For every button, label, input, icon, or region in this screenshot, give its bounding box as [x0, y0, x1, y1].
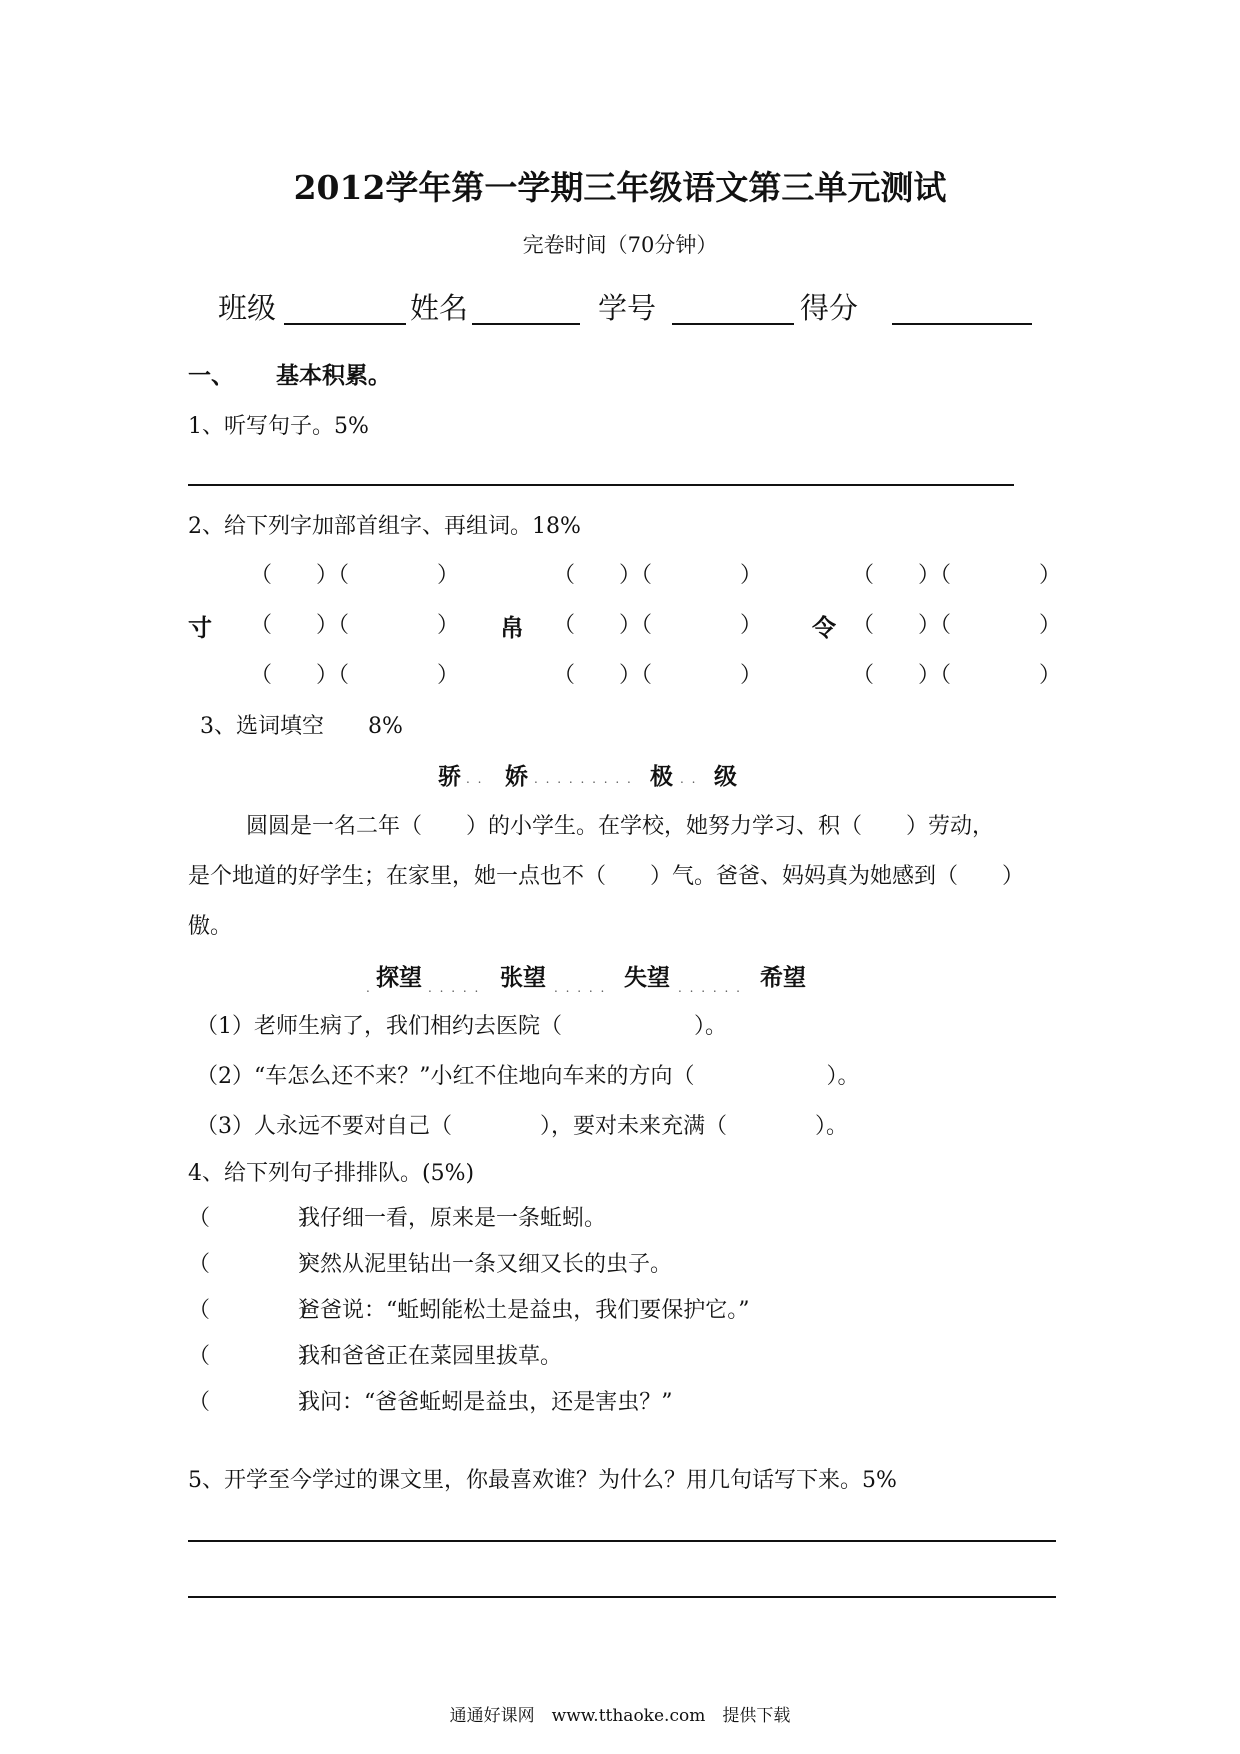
answer-blank[interactable]: （ ）（ ）: [852, 663, 1062, 688]
student-id-blank[interactable]: [672, 323, 794, 325]
base-char-ling: 令: [812, 613, 836, 642]
answer-blank[interactable]: （ ）（ ）: [250, 563, 460, 588]
base-char-cun: 寸: [188, 613, 212, 642]
word-bank-item: 希望: [760, 964, 806, 991]
word-bank-item: 级: [714, 763, 737, 790]
question-5: 5、开学至今学过的课文里，你最喜欢谁？为什么？用几句话写下来。5%: [188, 1468, 897, 1493]
class-blank[interactable]: [284, 323, 406, 325]
sentence-item: 我问：“爸爸蚯蚓是益虫，还是害虫？”: [298, 1390, 673, 1415]
answer-blank[interactable]: （ ）（ ）: [250, 663, 460, 688]
dictation-answer-line[interactable]: [188, 484, 1014, 486]
dot-leader: .: [366, 981, 372, 995]
page-title: 2012学年第一学期三年级语文第三单元测试: [293, 168, 947, 207]
name-blank[interactable]: [472, 323, 580, 325]
question-4: 4、给下列句子排排队。(5%): [188, 1161, 475, 1186]
sentence-item: 爸爸说：“蚯蚓能松土是益虫，我们要保护它。”: [298, 1298, 750, 1323]
word-bank-item: 极: [650, 763, 673, 790]
dot-leader: . . . . . .: [678, 981, 742, 995]
writing-answer-line-2[interactable]: [188, 1596, 1056, 1598]
class-label: 班级: [218, 291, 277, 325]
footer-source: 通通好课网 www.tthaoke.com 提供下载: [449, 1706, 791, 1726]
answer-blank[interactable]: （ ）（ ）: [553, 563, 763, 588]
word-bank-item: 娇: [505, 763, 528, 790]
dot-leader: . . . . .: [554, 981, 607, 995]
base-char-bo: 帛: [500, 613, 524, 642]
answer-blank[interactable]: （ ）（ ）: [250, 613, 460, 638]
answer-blank[interactable]: （ ）（ ）: [852, 563, 1062, 588]
answer-blank[interactable]: （ ）（ ）: [553, 613, 763, 638]
writing-answer-line-1[interactable]: [188, 1540, 1056, 1542]
word-bank-item: 失望: [624, 964, 670, 991]
question-2: 2、给下列字加部首组字、再组词。18%: [188, 514, 581, 539]
score-blank[interactable]: [892, 323, 1032, 325]
answer-blank[interactable]: （ ）（ ）: [852, 613, 1062, 638]
dot-leader: . . . . . . . . .: [534, 772, 633, 786]
sentence-item: 我仔细一看，原来是一条蚯蚓。: [298, 1206, 607, 1231]
dot-leader: . .: [680, 772, 698, 786]
name-label: 姓名: [410, 291, 469, 325]
score-label: 得分: [800, 291, 859, 325]
passage-line: 圆圆是一名二年（ ）的小学生。在学校，她努力学习、积（ ）劳动，: [246, 814, 995, 839]
word-bank-item: 骄: [438, 763, 461, 790]
fill-item-3: （3）人永远不要对自己（ ），要对未来充满（ ）。: [196, 1114, 848, 1139]
passage-line: 傲。: [188, 914, 233, 939]
order-blank[interactable]: （ ）: [188, 1206, 321, 1231]
question-1: 1、听写句子。5%: [188, 414, 369, 439]
question-3: 3、选词填空 8%: [200, 714, 403, 739]
word-bank-item: 探望: [376, 964, 422, 991]
dot-leader: . . . . .: [428, 981, 481, 995]
fill-item-2: （2）“车怎么还不来？”小红不住地向车来的方向（ ）。: [196, 1064, 860, 1089]
section-number: 一、: [188, 362, 234, 389]
student-id-label: 学号: [598, 291, 657, 325]
order-blank[interactable]: （ ）: [188, 1390, 321, 1415]
sentence-item: 突然从泥里钻出一条又细又长的虫子。: [298, 1252, 673, 1277]
passage-line: 是个地道的好学生；在家里，她一点也不（ ）气。爸爸、妈妈真为她感到（ ）: [188, 864, 1025, 889]
section-heading: 基本积累。: [276, 362, 391, 389]
answer-blank[interactable]: （ ）（ ）: [553, 663, 763, 688]
word-bank-item: 张望: [500, 964, 546, 991]
dot-leader: . .: [466, 772, 484, 786]
fill-item-1: （1）老师生病了，我们相约去医院（ ）。: [196, 1014, 727, 1039]
sentence-item: 我和爸爸正在菜园里拔草。: [298, 1344, 563, 1369]
order-blank[interactable]: （ ）: [188, 1344, 321, 1369]
order-blank[interactable]: （ ）: [188, 1252, 321, 1277]
exam-duration: 完卷时间（70分钟）: [522, 233, 718, 257]
order-blank[interactable]: （ ）: [188, 1298, 321, 1323]
